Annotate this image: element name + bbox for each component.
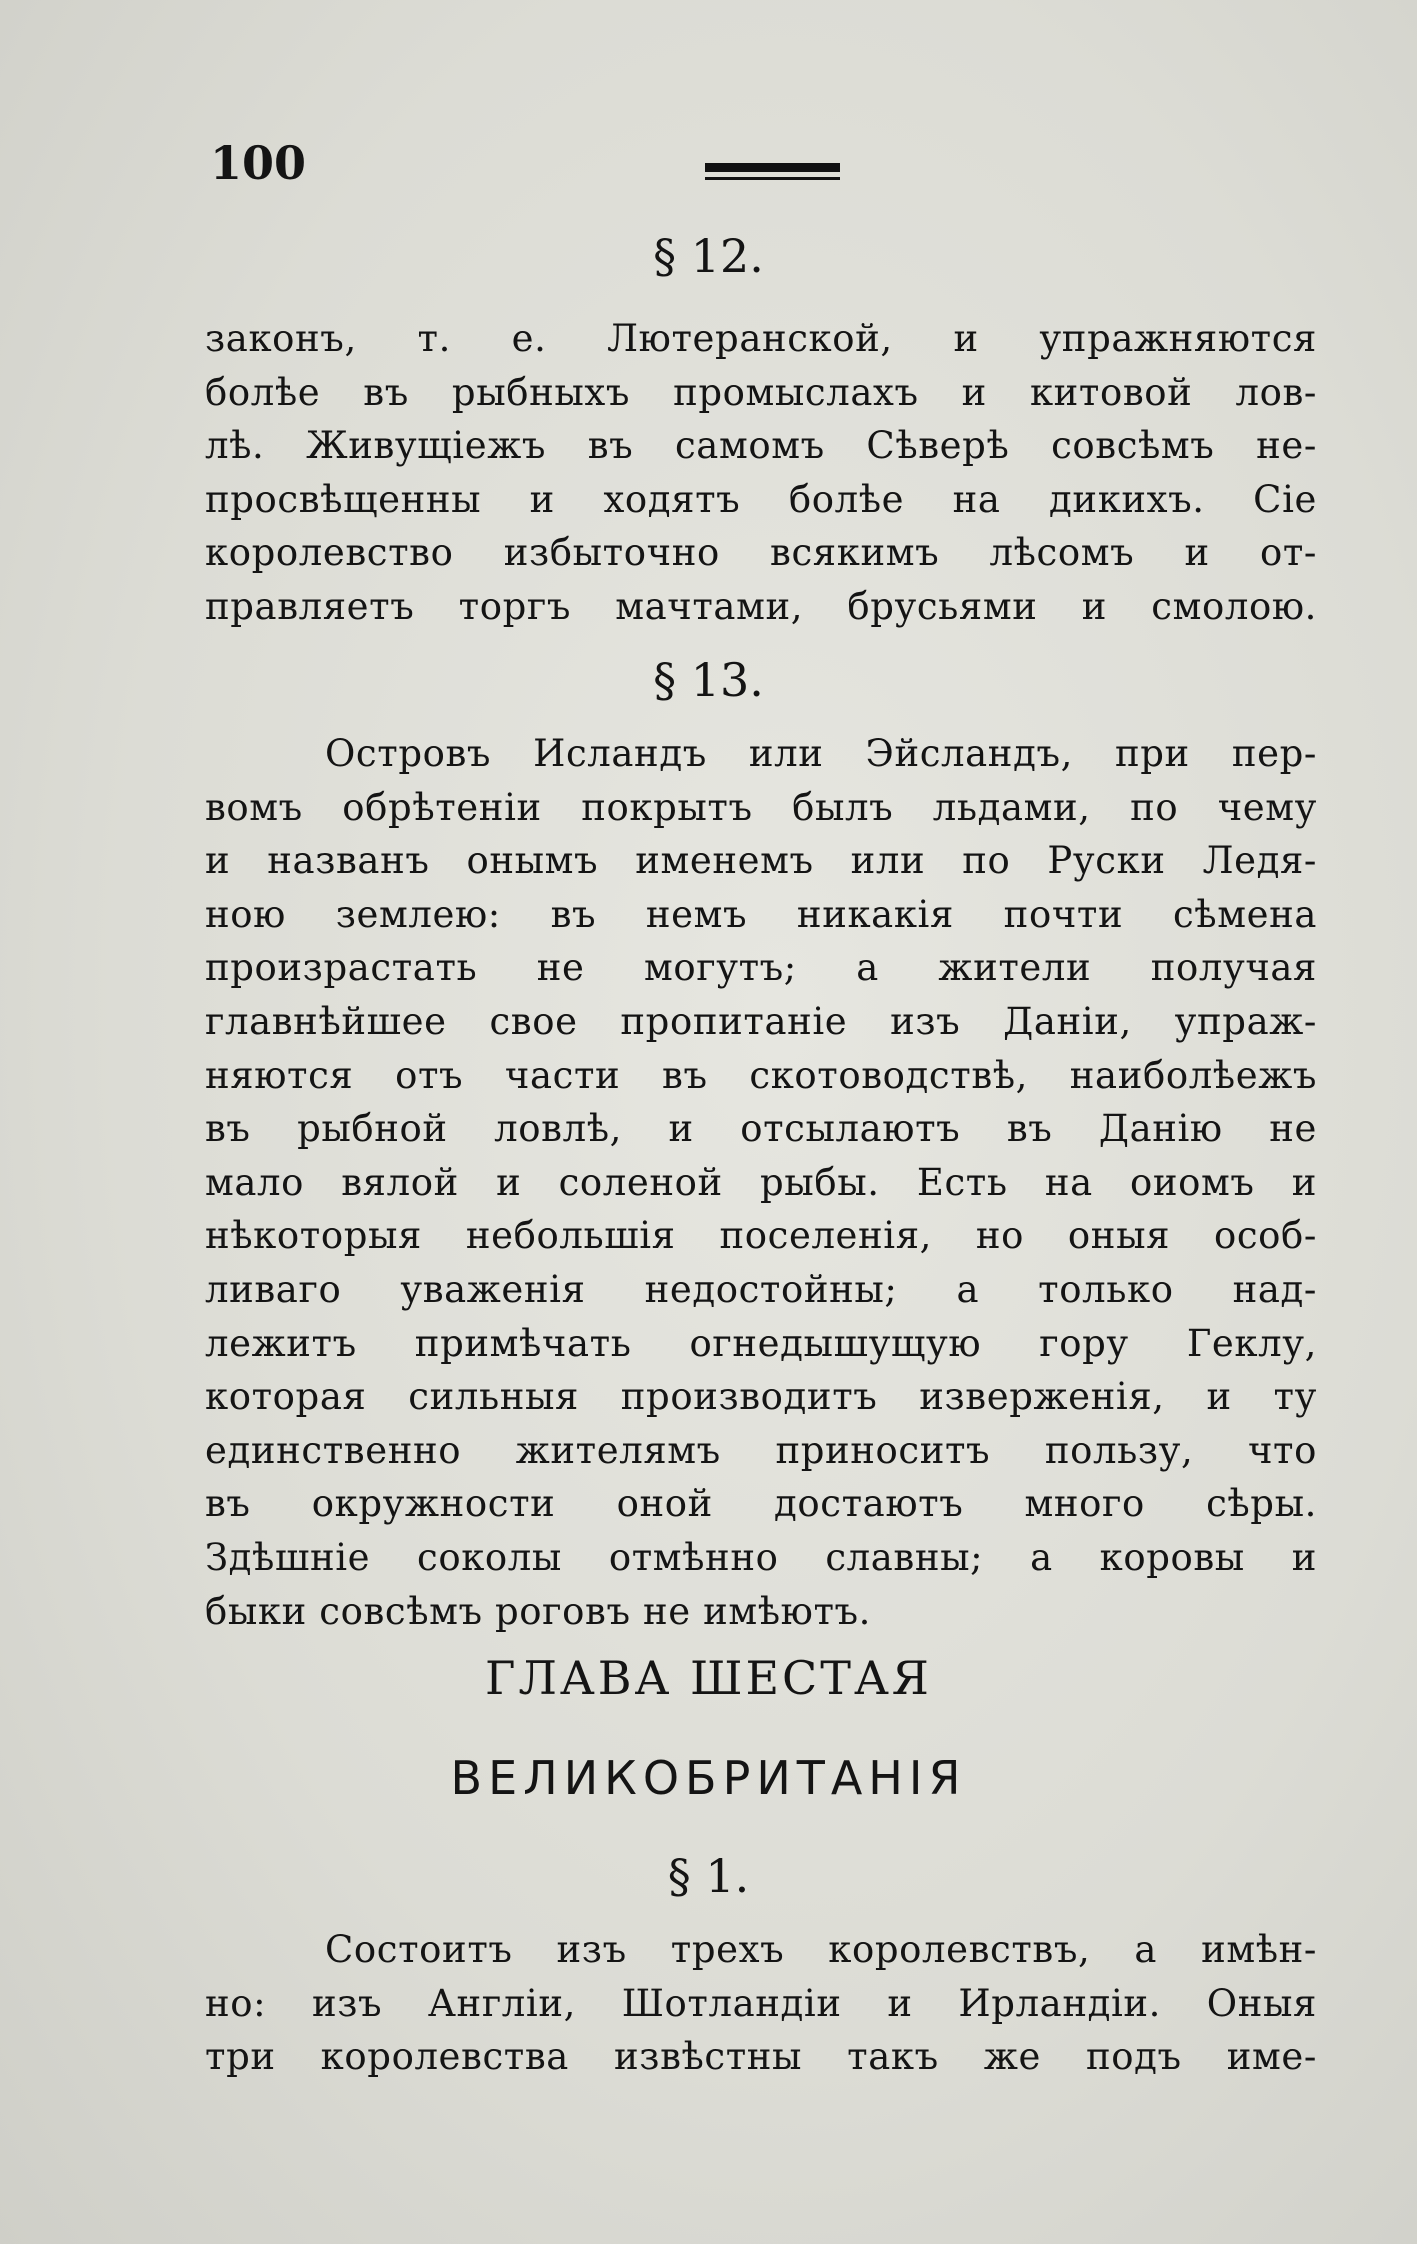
paragraph-line: Состоитъ изъ трехъ королевствъ, а имѣн- (325, 1928, 1317, 1971)
header-double-rule (705, 163, 840, 183)
paragraph-line: быки совсѣмъ роговъ не имѣютъ. (205, 1589, 872, 1633)
paragraph-line: Островъ Исландъ или Эйсландъ, при пер- (325, 732, 1317, 775)
paragraph-line: просвѣщенны и ходятъ болѣе на дикихъ. Сіе (205, 477, 1317, 521)
paragraph-line: нѣкоторыя небольшія поселенія, но оныя особ- (205, 1214, 1317, 1258)
chapter-heading: ГЛАВА ШЕСТАЯ (485, 1651, 932, 1705)
paragraph-line: болѣе въ рыбныхъ промыслахъ и китовой лов- (205, 370, 1317, 414)
section-13-paragraph (205, 727, 1317, 1638)
section-13-mark: § 13. (653, 653, 764, 707)
country-heading: ВЕЛИКОБРИТАНІЯ (450, 1751, 967, 1805)
header-rule-thin (705, 177, 840, 180)
paragraph-line: ливаго уваженія недостойны; а только над- (205, 1267, 1317, 1311)
header-rule-thick (705, 163, 840, 172)
paragraph-line: и названъ онымъ именемъ или по Руски Ледя- (205, 839, 1317, 883)
paragraph-line: королевство избыточно всякимъ лѣсомъ и от- (205, 531, 1317, 575)
paragraph-line: правляетъ торгъ мачтами, брусьями и смолою. (205, 584, 1317, 628)
paragraph-line: произрастать не могутъ; а жители получая (205, 946, 1317, 990)
paragraph-line: вомъ обрѣтеніи покрытъ былъ льдами, по чему (205, 785, 1317, 829)
paragraph-line: въ рыбной ловлѣ, и отсылаютъ въ Данію не (205, 1107, 1317, 1151)
paragraph-line: законъ, т. е. Лютеранской, и упражняются (205, 317, 1317, 360)
section-1-mark: § 1. (667, 1849, 750, 1903)
section-1-paragraph (205, 1923, 1317, 2084)
paragraph-line: которая сильныя производитъ изверженія, и ту (205, 1375, 1317, 1419)
paragraph-line: но: изъ Англіи, Шотландіи и Ирландіи. Оныя (205, 1981, 1317, 2025)
paragraph-line: няются отъ части въ скотоводствѣ, наиболѣежъ (205, 1053, 1317, 1097)
paragraph-line: въ окружности оной достаютъ много сѣры. (205, 1482, 1317, 1526)
paragraph-line: мало вялой и соленой рыбы. Есть на оиомъ и (205, 1160, 1317, 1204)
paragraph-line: три королевства извѣстны такъ же подъ име- (205, 2035, 1317, 2079)
paragraph-line: ною землею: въ немъ никакія почти сѣмена (205, 892, 1317, 936)
paragraph-line: Здѣшніе соколы отмѣнно славны; а коровы и (205, 1535, 1317, 1579)
paragraph-line: единственно жителямъ приноситъ пользу, что (205, 1428, 1317, 1472)
section-12-mark: § 12. (653, 229, 764, 283)
paragraph-line: главнѣйшее свое пропитаніе изъ Даніи, упраж- (205, 999, 1317, 1043)
section-12-paragraph (205, 312, 1317, 634)
paragraph-line: лежитъ примѣчать огнедышущую гору Геклу, (205, 1321, 1317, 1365)
paragraph-line: лѣ. Живущіежъ въ самомъ Сѣверѣ совсѣмъ не- (205, 424, 1317, 468)
page-number: 100 (210, 136, 307, 190)
